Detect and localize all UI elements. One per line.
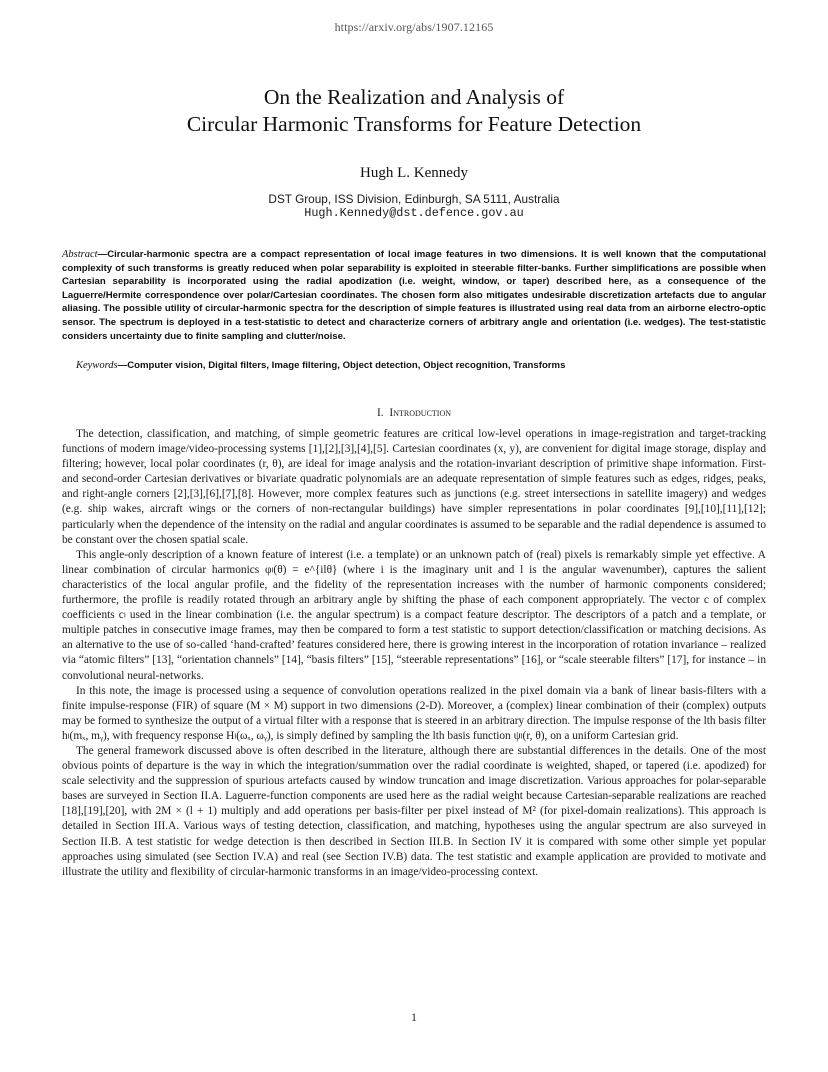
section-title: Introduction [389, 407, 452, 419]
abstract-text: —Circular-harmonic spectra are a compact representation of local image features in two dimensions. It is well known that the computational complexity of such transforms is greatly reduced when polar separability is exploited in steerable filter-banks. Further simplifications are possible when Cartesian separability is incorporated using the radial apodization (i.e. weight, window, or taper) described here, as a consequence of the Laguerre/Hermite correspondence over polar/Cartesian coordinates. The chosen form also mitigates undesirable discretization artefacts due to angular aliasing. The possible utility of circular-harmonic spectra for the description of simple features is illustrated using real data from an airborne electro-optic sensor. The spectrum is deployed in a test-statistic to detect and characterize corners of arbitrary angle and orientation (i.e. wedges). The test-statistic considers uncertainty due to finite sampling and clutter/noise. [62, 249, 766, 342]
abstract-label: Abstract [62, 249, 98, 260]
paragraph-1: The detection, classification, and matching, of simple geometric features are critical low-level operations in image-registration and target-tracking functions of modern image/video-processing systems [1],[2],[3],[4],[5]. Cartesian coordinates (x, y), are convenient for digital image storage, display and filtering; however, local polar coordinates (r, θ), are ideal for image analysis and the rotation-invariant description of primitive shape information. First- and second-order Cartesian derivatives or bivariate quadratic polynomials are an adequate representation of simple features such as edges, ridges, peaks, and right-angle corners [2],[3],[6],[7],[8]. However, more complex features such as junctions (e.g. street intersections in satellite imagery) and wedges (e.g. ship wakes, aircraft wings or the corners of non-rectangular buildings) have simpler representations in polar coordinates [9],[10],[11],[12]; particularly when the dependence of the intensity on the radial and angular coordinates is assumed to be separable and the radial dependence is assumed to be constant over the chosen spatial scale. [62, 428, 766, 546]
page-number: 1 [411, 1010, 417, 1024]
paper-title [0, 84, 828, 138]
author-email[interactable]: Hugh.Kennedy@dst.defence.gov.au [304, 206, 524, 220]
paragraph-3: In this note, the image is processed using a sequence of convolution operations realized in the pixel domain via a bank of linear basis-filters with a finite impulse-response (FIR) of square (M × M) support in two dimensions (2-D). Moreover, a (complex) linear combination of their (complex) outputs may be formed to synthesize the output of a virtual filter with a response that is steered in an arbitrary direction. The impulse response of the lth basis filter hₗ(mₓ, mᵧ), with frequency response Hₗ(ωₓ, ωᵧ), is simply defined by sampling the lth basis function ψₗ(r, θ), on a uniform Cartesian grid. [62, 684, 766, 742]
keywords-text: —Computer vision, Digital filters, Image filtering, Object detection, Object recognition, Transforms [117, 360, 566, 371]
author-name: Hugh L. Kennedy [360, 165, 468, 181]
title-line-2: Circular Harmonic Transforms for Feature Detection [186, 112, 642, 136]
keywords [76, 359, 766, 372]
body-text [62, 427, 766, 880]
abstract [62, 248, 766, 343]
title-line-1: On the Realization and Analysis of [263, 85, 565, 109]
paragraph-4: The general framework discussed above is often described in the literature, although there are substantial differences in the details. One of the most obvious points of departure is the way in which the integration/summation over the radial coordinate is weighted, shaped, or tapered (i.e. apodized) for scale selectivity and the suppression of spurious artefacts caused by window truncation and image discretization. Various approaches for polar-separable bases are surveyed in Section II.A. Laguerre-function components are used here as the radial weight because Cartesian-separable realizations are reached [18],[19],[20], with 2M × (l + 1) multiply and add operations per basis-filter per pixel instead of M² (for pixel-domain realizations). This approach is detailed in Section III.A. Various ways of testing detection, classification, and matching, hypotheses using the angular spectrum are also surveyed in Section II.B. A test statistic for wedge detection is then described in Section III.B. In Section IV it is compared with some other simple yet popular approaches using simulated (see Section IV.A) and real (see Section IV.B) data. The test statistic and example application are provided to motivate and illustrate the utility and flexibility of circular-harmonic transforms in an image/video-processing context. [62, 744, 766, 878]
keywords-label: Keywords [76, 360, 118, 371]
arxiv-url[interactable]: https://arxiv.org/abs/1907.12165 [334, 20, 494, 34]
section-heading [0, 407, 828, 419]
paragraph-2: This angle-only description of a known feature of interest (i.e. a template) or an unknown patch of (real) pixels is remarkably simple yet effective. A linear combination of circular harmonics φₗ(θ) = e^{ilθ} (where i is the imaginary unit and l is the angular wavenumber), captures the salient characteristics of the local angular profile, and the fidelity of the representation increases with the number of harmonic components considered; furthermore, the profile is readily rotated through an arbitrary angle by shifting the phase of each component appropriately. The vector c of complex coefficients cₗ used in the linear combination (i.e. the angular spectrum) is a compact feature descriptor. The descriptors of a patch and a template, or multiple patches in consecutive image frames, may then be compared to form a test statistic to support detection/classification or matching decisions. As an alternative to the use of so-called ‘hand-crafted’ features considered here, there is growing interest in the incorporation of rotation invariance – realized via “atomic filters” [13], “orientation channels” [14], “basis filters” [15], “steerable representations” [16], or “scale steerable filters” [17], for instance – in convolutional neural-networks. [62, 548, 766, 682]
affiliation: DST Group, ISS Division, Edinburgh, SA 5111, Australia [268, 192, 560, 206]
author-affiliation-block [0, 192, 828, 220]
section-number: I. [376, 407, 384, 419]
